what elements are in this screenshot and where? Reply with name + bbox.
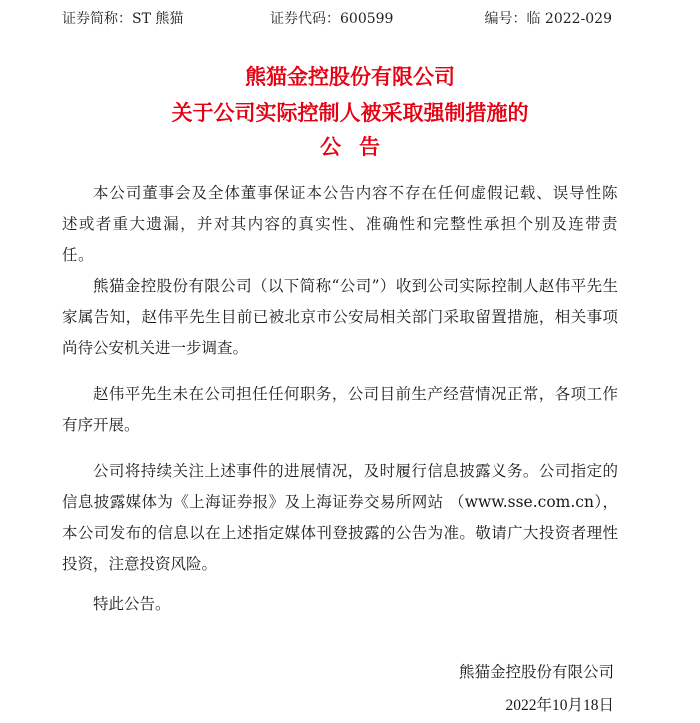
signature-date: 2022年10月18日 [505, 697, 614, 714]
title-subject: 关于公司实际控制人被采取强制措施的 [171, 101, 529, 125]
board-disclaimer: 本公司董事会及全体董事保证本公告内容不存在任何虚假记载、误导性陈述或者重大遗漏，并对其内容的真实性、准确性和完整性承担个别及连带责任。 [62, 184, 618, 264]
stock-code: 证券代码：600599 [270, 11, 394, 27]
body-paragraph-1: 熊猫金控股份有限公司（以下简称“公司”）收到公司实际控制人赵伟平先生家属告知，赵伟平先生目前已被北京市公安局相关部门采取留置措施，相关事项尚待公安机关进一步调查。 [62, 277, 618, 357]
signature-company: 熊猫金控股份有限公司 [458, 663, 614, 681]
announcement-number: 编号：临 2022-029 [484, 11, 612, 27]
stock-short-name: 证券简称：ST 熊猫 [62, 11, 184, 27]
body-paragraph-3: 公司将持续关注上述事件的进展情况，及时履行信息披露义务。公司指定的信息披露媒体为《上海证券报》及上海证券交易所网站 （www.sse.com.cn），本公司发布的信息以在上述指定媒体刊登披露的公告为准。敬请广大投资者理性投资，注意投资风险。 [62, 462, 618, 573]
title-announcement: 公告 [320, 135, 398, 159]
document-header [62, 8, 612, 30]
body-paragraph-2: 赵伟平先生未在公司担任任何职务，公司目前生产经营情况正常，各项工作有序开展。 [62, 385, 618, 434]
closing-statement: 特此公告。 [93, 595, 171, 613]
title-company: 熊猫金控股份有限公司 [245, 65, 455, 89]
